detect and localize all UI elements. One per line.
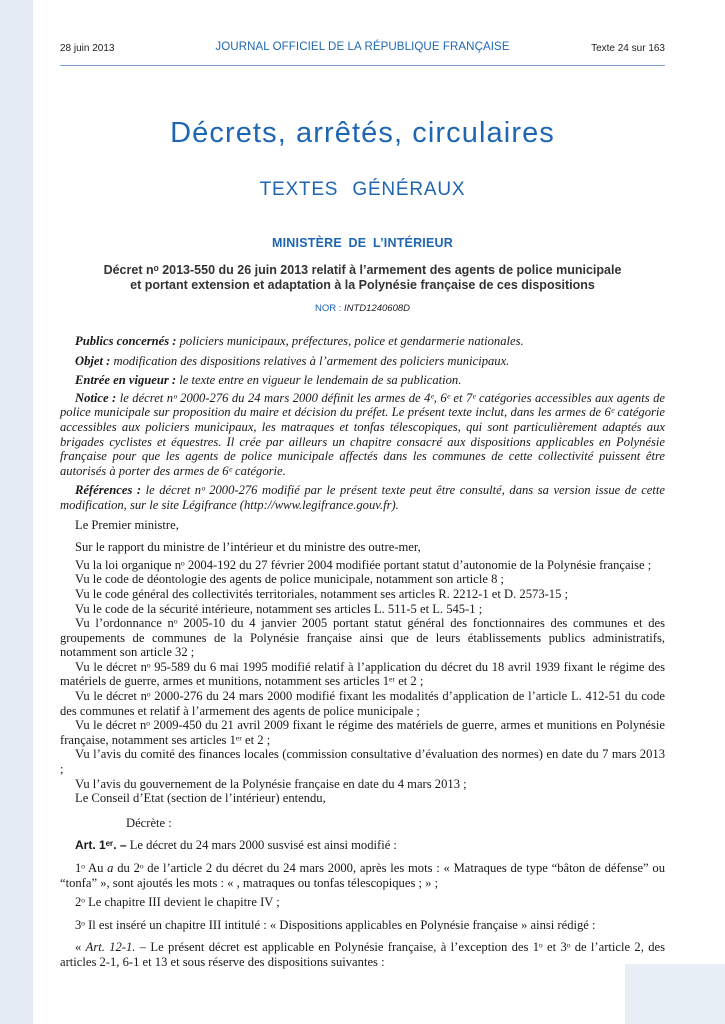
preamble-line: Vu le code général des collectivités territoriales, notamment ses articles R. 2212-1 et D. 2573-15 ; bbox=[75, 586, 569, 601]
decree-title-line-2: et portant extension et adaptation à la Polynésie française de ces dispositions bbox=[130, 278, 595, 292]
preamble-line: Vu l’avis du gouvernement de la Polynésie française en date du 4 mars 2013 ; bbox=[75, 776, 467, 791]
preamble-line: Vu le décret nᵒ 95-589 du 6 mai 1995 modifié relatif à l’application du décret du 18 avril 1939 fixant le régime des matériels de guerre, armes et munitions, notamment ses articles 1ᵉʳ et 2 ; bbox=[60, 659, 665, 689]
art12-text: – Le présent décret est applicable en Polynésie française, à l’exception des 1ᵒ et 3ᵒ de l’article 2, des articles 2-1, 6-1 et 13 et sous réserve des dispositions suivantes : bbox=[60, 940, 665, 969]
publics-label: Publics concernés : bbox=[75, 334, 177, 348]
summary-publics bbox=[60, 334, 665, 349]
preamble-line: Vu le décret nᵒ 2009-450 du 21 avril 2009 fixant le régime des matériels de guerre, armes et munitions en Polynésie française, notamment ses articles 1ᵉʳ et 2 ; bbox=[60, 718, 665, 747]
entree-label: Entrée en vigueur : bbox=[75, 373, 177, 388]
header-date: 28 juin 2013 bbox=[60, 43, 115, 54]
ministry-heading: MINISTÈRE DE L’INTÉRIEUR bbox=[272, 236, 453, 250]
references-text: le décret nᵒ 2000-276 modifié par le présent texte peut être consulté, dans sa version issue de cette modification, sur le site Légifrance (http://www.legifrance.gouv.fr). bbox=[60, 483, 665, 512]
header-journal-title: JOURNAL OFFICIEL DE LA RÉPUBLIQUE FRANÇAISE bbox=[215, 41, 510, 53]
summary-entree bbox=[60, 373, 665, 388]
decree-title bbox=[60, 263, 665, 293]
preamble-line: Vu l’ordonnance nᵒ 2005-10 du 4 janvier 2005 portant statut général des fonctionnaires des communes et des groupements de communes de la Polynésie française ainsi que de leurs établissements publics administratifs, notamment son article 32 ; bbox=[60, 616, 665, 660]
objet-text: modification des dispositions relatives à l’armement des policiers municipaux. bbox=[113, 353, 510, 368]
preamble-line: Vu le code de déontologie des agents de police municipale, notamment son article 8 ; bbox=[75, 572, 505, 587]
preamble-line: Sur le rapport du ministre de l’intérieur et du ministre des outre-mer, bbox=[75, 540, 421, 555]
preamble-line: Vu la loi organique nᵒ 2004-192 du 27 février 2004 modifiée portant statut d’autonomie de la Polynésie française ; bbox=[75, 557, 652, 572]
summary-references bbox=[60, 483, 665, 512]
entree-text: le texte entre en vigueur le lendemain de sa publication. bbox=[179, 373, 462, 388]
art12-label: Art. 12-1. bbox=[85, 940, 136, 955]
preamble-line: Vu l’avis du comité des finances locales (commission consultative d’évaluation des normes) en date du 7 mars 2013 ; bbox=[60, 747, 665, 777]
nor-reference bbox=[60, 303, 665, 314]
article-1-text: Le décret du 24 mars 2000 susvisé est ainsi modifié : bbox=[129, 838, 397, 853]
notice-label: Notice : bbox=[75, 390, 117, 405]
notice-text: le décret nᵒ 2000-276 du 24 mars 2000 définit les armes de 4ᵉ, 6ᵉ et 7ᵉ catégories accessibles aux agents de police municipale sur proposition du maire et décision du préfet. Le présent texte inclut, dans les armes de 6ᵉ catégorie accessibles aux policiers municipaux, les matraques et tonfas télescopiques, qui sont particulièrement adaptés aux brigades cyclistes et équestres. Il crée par ailleurs un chapitre consacré aux dispositions applicables en Polynésie française pour que les agents de police municipale affectés dans les communes de cette collectivité puissent être autorisés à porter des armes de 6ᵉ catégorie. bbox=[60, 390, 665, 478]
corner-watermark bbox=[625, 964, 725, 1024]
decree-title-line-1: Décret nᵒ 2013-550 du 26 juin 2013 relatif à l’armement des agents de police municipale bbox=[103, 263, 622, 277]
section-subtitle: TEXTES GÉNÉRAUX bbox=[259, 179, 466, 200]
article-1-label: Art. 1ᵉʳ. – bbox=[75, 838, 127, 853]
article-item-2: 2ᵒ Le chapitre III devient le chapitre IV ; bbox=[75, 895, 280, 910]
document-body bbox=[60, 334, 665, 970]
nor-label: NOR : bbox=[314, 303, 342, 314]
preamble-line: Vu le décret nᵒ 2000-276 du 24 mars 2000 modifié fixant les modalités d’application de l’article L. 412-51 du code des communes et relatif à l’armement des agents de police municipale ; bbox=[60, 689, 665, 718]
publics-text: policiers municipaux, préfectures, police et gendarmerie nationales. bbox=[179, 334, 524, 348]
section-title: Décrets, arrêtés, circulaires bbox=[170, 117, 555, 149]
summary-objet bbox=[60, 354, 665, 369]
left-margin-band bbox=[0, 0, 33, 1024]
page-header bbox=[60, 41, 665, 57]
item-1-rest: du 2ᵒ de l’article 2 du décret du 24 mars 2000, après les mots : « Matraques de type “bâton de défense” ou “tonfa” », sont ajoutés les mots : « , matraques ou tonfas télescopiques ; » ; bbox=[60, 861, 665, 890]
header-text-number: Texte 24 sur 163 bbox=[591, 43, 665, 54]
item-1-start: 1ᵒ Au bbox=[75, 861, 104, 875]
item-1-letter: a bbox=[107, 861, 114, 875]
article-item-1 bbox=[60, 861, 665, 890]
header-divider bbox=[60, 65, 665, 66]
article-item-3: 3ᵒ Il est inséré un chapitre III intitulé : « Dispositions applicables en Polynésie française » ainsi rédigé : bbox=[75, 917, 596, 932]
article-12-1 bbox=[60, 940, 665, 969]
nor-value: INTD1240608D bbox=[344, 303, 411, 314]
art12-open-quote: « bbox=[75, 940, 82, 955]
preamble-line: Le Premier ministre, bbox=[75, 517, 179, 532]
summary-notice bbox=[60, 391, 665, 479]
objet-label: Objet : bbox=[75, 353, 111, 368]
preamble-line: Vu le code de la sécurité intérieure, notamment ses articles L. 511-5 et L. 545-1 ; bbox=[75, 601, 483, 616]
preamble-line: Le Conseil d’Etat (section de l’intérieur) entendu, bbox=[75, 791, 326, 806]
references-label: Références : bbox=[75, 483, 142, 498]
article-1 bbox=[60, 838, 665, 853]
decrete-heading: Décrète : bbox=[126, 815, 172, 830]
